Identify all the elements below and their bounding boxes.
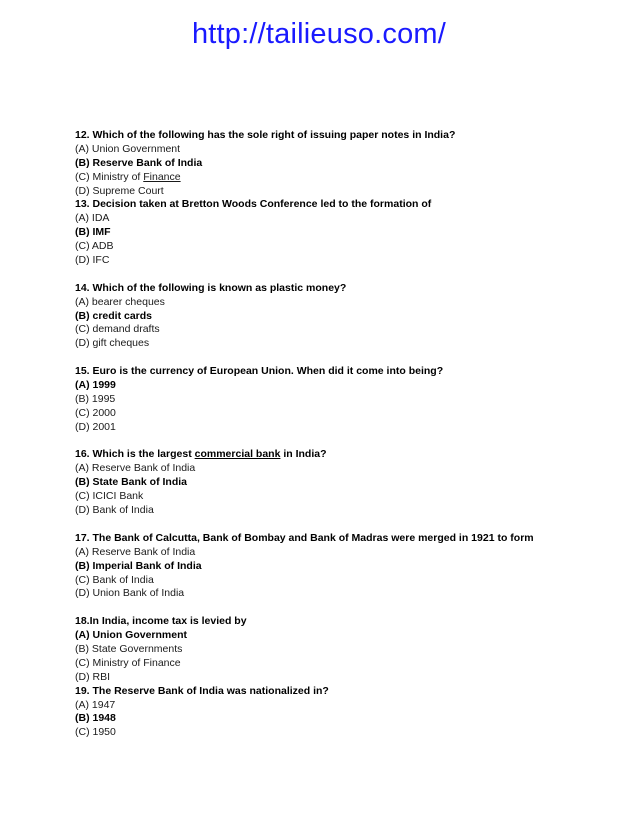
option-12-c-label: (C) Ministry of [75, 170, 144, 183]
option-16-a: (A) Reserve Bank of India [75, 462, 196, 475]
question-13: 13. Decision taken at Bretton Woods Conference led to the formation of [75, 198, 432, 211]
option-15-c: (C) 2000 [75, 406, 116, 419]
option-16-b-answer: (B) State Bank of India [75, 476, 188, 489]
option-17-c: (C) Bank of India [75, 573, 154, 586]
question-16-suffix: in India? [280, 448, 327, 461]
question-17: 17. The Bank of Calcutta, Bank of Bombay and Bank of Madras were merged in 1921 to form [75, 531, 534, 544]
question-16-prefix: 16. Which is the largest [75, 448, 195, 461]
spacer [75, 435, 615, 449]
option-13-b-answer: (B) IMF [75, 226, 111, 239]
option-17-b-answer: (B) Imperial Bank of India [75, 559, 202, 572]
finance-link[interactable]: Finance [143, 170, 181, 183]
option-18-d: (D) RBI [75, 670, 110, 683]
question-19: 19. The Reserve Bank of India was nationalized in? [75, 684, 329, 697]
option-13-d: (D) IFC [75, 254, 110, 267]
option-16-c: (C) ICICI Bank [75, 490, 144, 503]
option-16-d: (D) Bank of India [75, 504, 154, 517]
option-12-a: (A) Union Government [75, 142, 181, 155]
spacer [75, 268, 615, 282]
question-15: 15. Euro is the currency of European Union. When did it come into being? [75, 365, 444, 378]
spacer [75, 518, 615, 532]
question-18: 18.In India, income tax is levied by [75, 615, 247, 628]
option-17-a: (A) Reserve Bank of India [75, 545, 196, 558]
option-19-c: (C) 1950 [75, 726, 116, 739]
option-14-d: (D) gift cheques [75, 337, 150, 350]
option-13-c: (C) ADB [75, 240, 114, 253]
commercial-bank-link[interactable]: commercial bank [194, 448, 281, 461]
option-15-a-answer: (A) 1999 [75, 379, 116, 392]
option-14-a: (A) bearer cheques [75, 295, 165, 308]
option-15-b: (B) 1995 [75, 392, 116, 405]
option-12-d: (D) Supreme Court [75, 184, 164, 197]
option-17-d: (D) Union Bank of India [75, 587, 185, 600]
question-12: 12. Which of the following has the sole right of issuing paper notes in India? [75, 129, 456, 141]
option-14-b-answer: (B) credit cards [75, 309, 153, 322]
option-12-c [75, 171, 615, 185]
header-url-link[interactable]: http://tailieuso.com/ [191, 18, 447, 50]
spacer [75, 601, 615, 615]
option-19-a: (A) 1947 [75, 698, 116, 711]
option-19-b-answer: (B) 1948 [75, 712, 116, 725]
option-12-b-answer: (B) Reserve Bank of India [75, 156, 203, 169]
option-18-c: (C) Ministry of Finance [75, 656, 181, 669]
question-list [75, 129, 615, 740]
question-14: 14. Which of the following is known as plastic money? [75, 281, 347, 294]
option-14-c: (C) demand drafts [75, 323, 160, 336]
spacer [75, 351, 615, 365]
option-18-b: (B) State Governments [75, 642, 183, 655]
option-15-d: (D) 2001 [75, 420, 116, 433]
question-16 [75, 448, 615, 462]
option-18-a-answer: (A) Union Government [75, 629, 187, 642]
option-13-a: (A) IDA [75, 212, 110, 225]
